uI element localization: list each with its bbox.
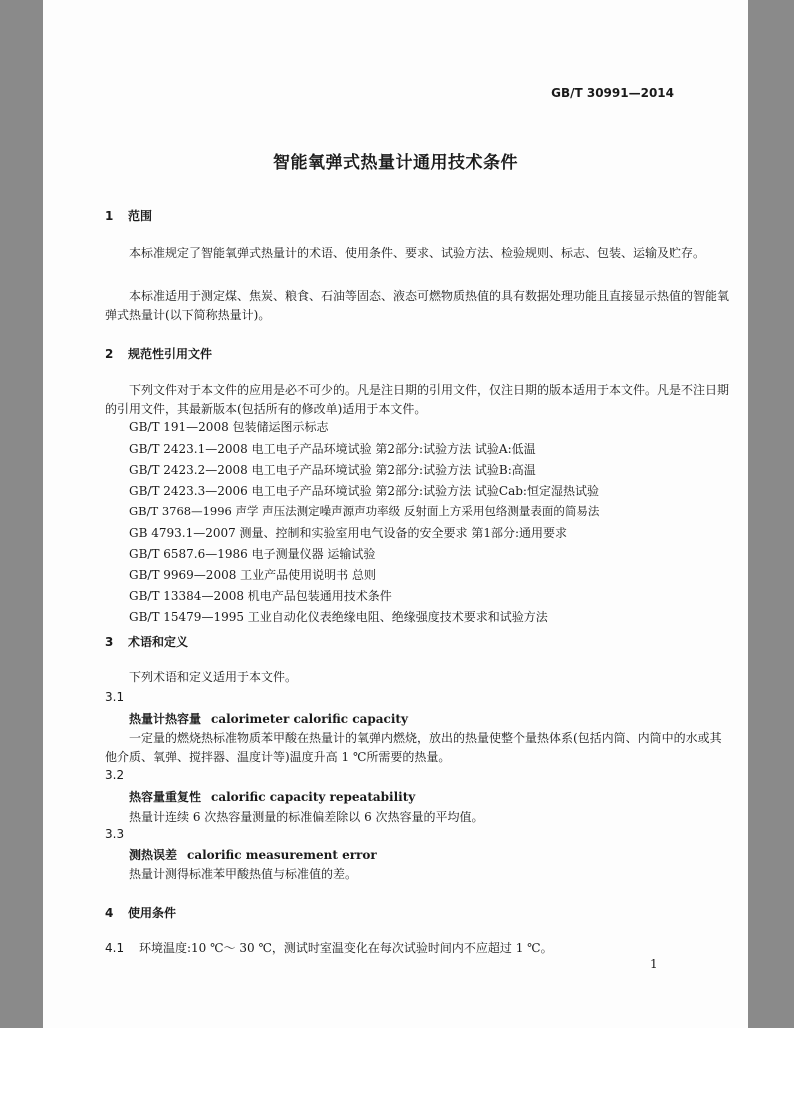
term-definition: 热量计连续 6 次热容量测量的标准偏差除以 6 次热容量的平均值。 xyxy=(129,810,484,824)
section-3-heading xyxy=(105,633,188,650)
reference-item: GB/T 2423.3—2006 电工电子产品环境试验 第2部分:试验方法 试验Cab:恒定湿热试验 xyxy=(129,484,599,498)
term-number: 3.1 xyxy=(105,690,125,704)
term-chinese-name: 热容量重复性 xyxy=(129,790,202,804)
condition-item xyxy=(105,939,553,956)
reference-item: GB/T 2423.1—2008 电工电子产品环境试验 第2部分:试验方法 试验A:低温 xyxy=(129,442,536,456)
term-number: 3.3 xyxy=(105,827,125,841)
standard-code: GB/T 30991—2014 xyxy=(551,86,674,100)
reference-item: GB/T 15479—1995 工业自动化仪表绝缘电阻、绝缘强度技术要求和试验方法 xyxy=(129,610,548,624)
section-number: 2 xyxy=(105,347,114,361)
reference-item: GB/T 6587.6—1986 电子测量仪器 运输试验 xyxy=(129,547,376,561)
reference-item: GB/T 3768—1996 声学 声压法测定噪声源声功率级 反射面上方采用包络测量表面的简易法 xyxy=(129,504,600,518)
term-english-name: calorific capacity repeatability xyxy=(211,790,416,804)
section-title: 使用条件 xyxy=(128,906,177,920)
section-number: 1 xyxy=(105,209,114,223)
bottom-blank-area xyxy=(0,1028,794,1111)
section-title: 范围 xyxy=(128,209,153,223)
scope-paragraph-2: 本标准适用于测定煤、焦炭、粮食、石油等固态、液态可燃物质热值的具有数据处理功能且直接显示热值的智能氧弹式热量计(以下简称热量计)。 xyxy=(105,289,730,322)
term-heading xyxy=(129,846,377,863)
term-definition: 热量计测得标准苯甲酸热值与标准值的差。 xyxy=(129,867,358,881)
left-margin-shade xyxy=(0,0,43,1028)
section-number: 3 xyxy=(105,635,114,649)
term-chinese-name: 热量计热容量 xyxy=(129,712,202,726)
term-heading xyxy=(129,788,415,805)
reference-item: GB 4793.1—2007 测量、控制和实验室用电气设备的安全要求 第1部分:通用要求 xyxy=(129,526,568,540)
term-heading xyxy=(129,710,408,727)
reference-item: GB/T 13384—2008 机电产品包装通用技术条件 xyxy=(129,589,392,603)
right-margin-shade xyxy=(748,0,794,1028)
section-title: 术语和定义 xyxy=(128,635,189,649)
section-title: 规范性引用文件 xyxy=(128,347,213,361)
reference-item: GB/T 191—2008 包装储运图示标志 xyxy=(129,420,329,434)
term-definition: 一定量的燃烧热标准物质苯甲酸在热量计的氧弹内燃烧，放出的热量使整个量热体系(包括内筒、内筒中的水或其他介质、氧弹、搅拌器、温度计等)温度升高 1 ℃所需要的热量。 xyxy=(105,731,722,764)
section-number: 4 xyxy=(105,906,114,920)
term-english-name: calorimeter calorific capacity xyxy=(211,712,408,726)
terms-intro: 下列术语和定义适用于本文件。 xyxy=(129,670,298,684)
document-page xyxy=(43,0,748,1028)
section-4-heading xyxy=(105,904,176,921)
reference-item: GB/T 2423.2—2008 电工电子产品环境试验 第2部分:试验方法 试验B:高温 xyxy=(129,463,536,477)
reference-item: GB/T 9969—2008 工业产品使用说明书 总则 xyxy=(129,568,376,582)
section-1-heading xyxy=(105,207,152,224)
section-2-heading xyxy=(105,345,212,362)
scope-paragraph-1: 本标准规定了智能氧弹式热量计的术语、使用条件、要求、试验方法、检验规则、标志、包装、运输及贮存。 xyxy=(129,246,706,260)
condition-text: 环境温度:10 ℃～ 30 ℃，测试时室温变化在每次试验时间内不应超过 1 ℃。 xyxy=(139,941,553,955)
page-number: 1 xyxy=(650,957,658,971)
references-intro: 下列文件对于本文件的应用是必不可少的。凡是注日期的引用文件，仅注日期的版本适用于本文件。凡是不注日期的引用文件，其最新版本(包括所有的修改单)适用于本文件。 xyxy=(105,383,730,416)
term-english-name: calorific measurement error xyxy=(187,848,377,862)
document-title: 智能氧弹式热量计通用技术条件 xyxy=(273,153,518,173)
term-chinese-name: 测热误差 xyxy=(129,848,178,862)
condition-number: 4.1 xyxy=(105,941,125,955)
term-number: 3.2 xyxy=(105,768,125,782)
